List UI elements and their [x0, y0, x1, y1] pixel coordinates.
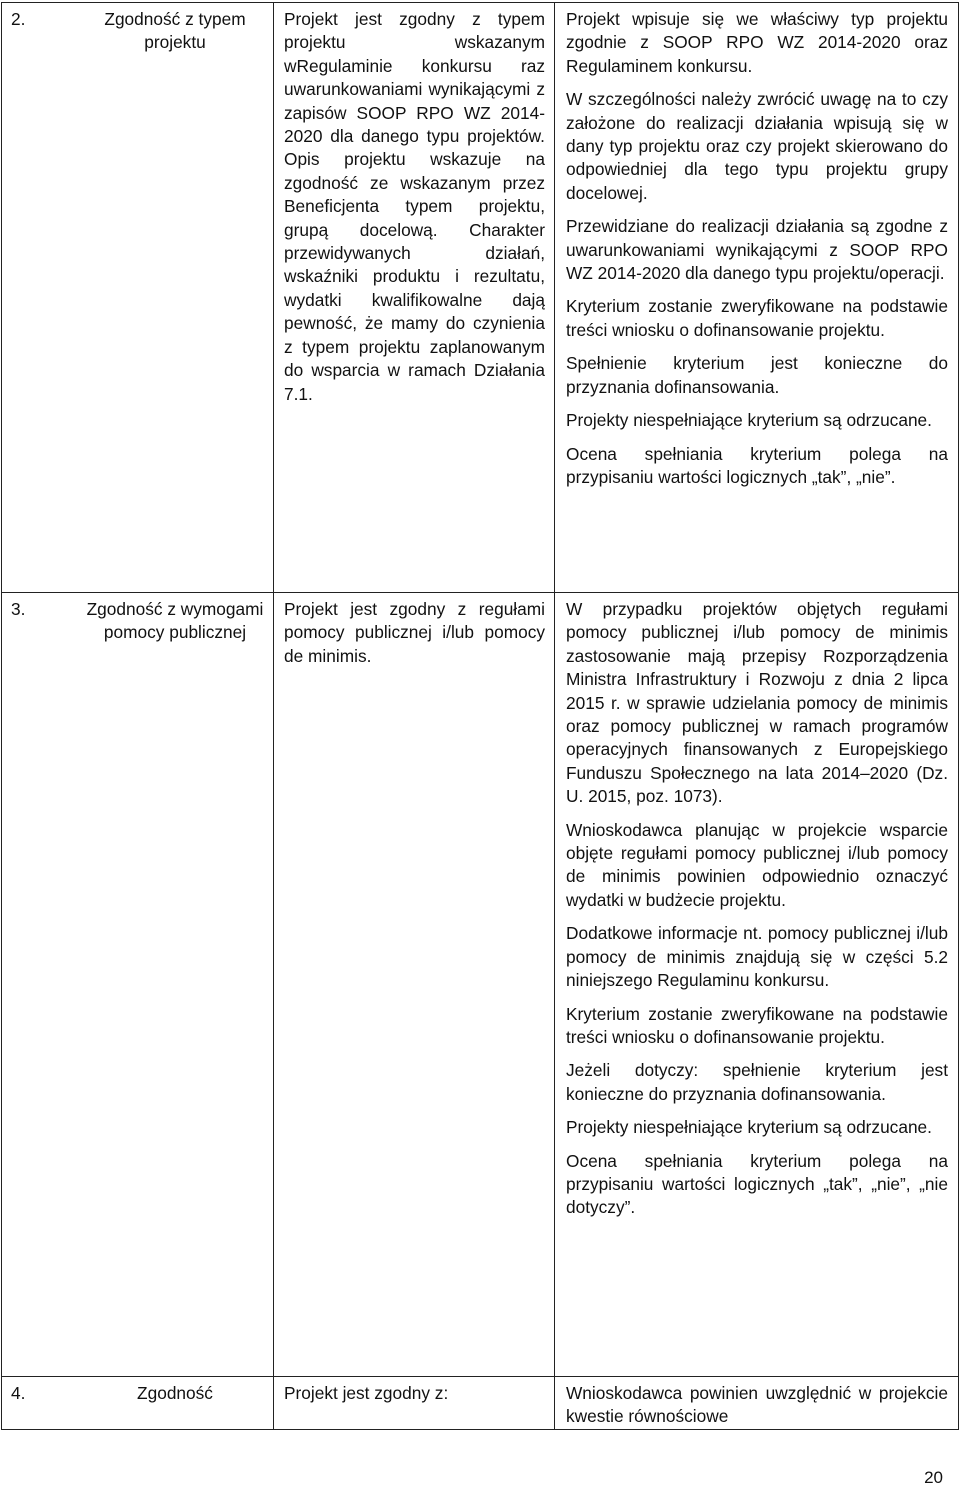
explanation-paragraph: Wnioskodawca powinien uwzględnić w projekcie kwestie równościowe	[566, 1383, 948, 1427]
explanation-paragraph: Projekty niespełniające kryterium są odrzucane.	[566, 1117, 932, 1138]
criterion-cell	[2, 593, 274, 1377]
criterion-name: Zgodność	[137, 1383, 213, 1403]
criterion-name: Zgodność z typem projektu	[104, 9, 246, 53]
criterion-cell	[2, 1377, 274, 1430]
explanation-paragraph: Projekty niespełniające kryterium są odrzucane.	[566, 410, 932, 431]
criteria-table	[1, 2, 959, 1430]
explanation-cell	[555, 593, 959, 1377]
criterion-number: 3.	[11, 599, 26, 619]
definition-cell	[274, 3, 555, 593]
table-row	[2, 3, 959, 593]
definition-cell	[274, 1377, 555, 1430]
definition-cell	[274, 593, 555, 1377]
explanation-paragraph: Projekt wpisuje się we właściwy typ projektu zgodnie z SOOP RPO WZ 2014-2020 oraz Regulaminem konkursu.	[566, 9, 948, 76]
explanation-paragraph: Spełnienie kryterium jest konieczne do przyznania dofinansowania.	[566, 353, 948, 397]
definition-text: Projekt jest zgodny z regułami pomocy publicznej i/lub pomocy de minimis.	[284, 599, 545, 666]
explanation-paragraph: Wnioskodawca planując w projekcie wsparcie objęte regułami pomocy publicznej i/lub pomocy de minimis powinien odpowiednio oznaczyć wydatki w budżecie projektu.	[566, 819, 948, 910]
page-number: 20	[924, 1468, 943, 1487]
explanation-paragraph: Jeżeli dotyczy: spełnienie kryterium jest konieczne do przyznania dofinansowania.	[566, 1060, 948, 1104]
definition-text: Projekt jest zgodny z:	[284, 1383, 449, 1403]
explanation-paragraph: W szczególności należy zwrócić uwagę na to czy założone do realizacji działania wpisują się w dany typ projektu oraz czy projekt skierowano do odpowiedniej dla tego typu projektu grupy docelowej.	[566, 89, 948, 203]
explanation-paragraph: Przewidziane do realizacji działania są zgodne z uwarunkowaniami wynikającymi z SOOP RPO WZ 2014-2020 dla danego typu projektu/operacji.	[566, 216, 948, 284]
explanation-paragraph: Kryterium zostanie zweryfikowane na podstawie treści wniosku o dofinansowanie projektu.	[566, 1003, 948, 1047]
table-row	[2, 593, 959, 1377]
explanation-paragraph: Kryterium zostanie zweryfikowane na podstawie treści wniosku o dofinansowanie projektu.	[566, 296, 948, 340]
explanation-paragraph: W przypadku projektów objętych regułami pomocy publicznej i/lub pomocy de minimis zastosowanie mają przepisy Rozporządzenia Ministra Infrastruktury i Rozwoju z dnia 2 lipca 2015 r. w sprawie udzielania pomocy de minimis oraz pomocy publicznej w ramach programów operacyjnych finansowanych z Europejskiego Funduszu Społecznego na lata 2014–2020 (Dz. U. 2015, poz. 1073).	[566, 599, 948, 807]
table-row	[2, 1377, 959, 1430]
explanation-paragraph: Ocena spełniania kryterium polega na przypisaniu wartości logicznych „tak”, „nie”.	[566, 443, 948, 487]
criterion-name: Zgodność z wymogami pomocy publicznej	[86, 599, 264, 643]
explanation-cell	[555, 1377, 959, 1430]
definition-text: Projekt jest zgodny z typem projektu wskazanym wRegulaminie konkursu raz uwarunkowaniami wynikającymi z zapisów SOOP RPO WZ 2014-2020 dla danego typu projektów. Opis projektu wskazuje na zgodność ze wskazanym przez Beneficjenta typem projektu, grupą docelową. Charakter przewidywanych działań, wskaźniki produktu i rezultatu, wydatki kwalifikowalne dają pewność, że mamy do czynienia z typem projektu zaplanowanym do wsparcia w ramach Działania 7.1.	[284, 9, 545, 404]
explanation-paragraph: Dodatkowe informacje nt. pomocy publicznej i/lub pomocy de minimis znajdują się w części 5.2 niniejszego Regulaminu konkursu.	[566, 923, 948, 991]
criterion-cell	[2, 3, 274, 593]
criterion-number: 4.	[11, 1383, 26, 1403]
explanation-paragraph: Ocena spełniania kryterium polega na przypisaniu wartości logicznych „tak”, „nie”, „nie dotyczy”.	[566, 1150, 948, 1218]
explanation-cell	[555, 3, 959, 593]
criterion-number: 2.	[11, 9, 26, 29]
